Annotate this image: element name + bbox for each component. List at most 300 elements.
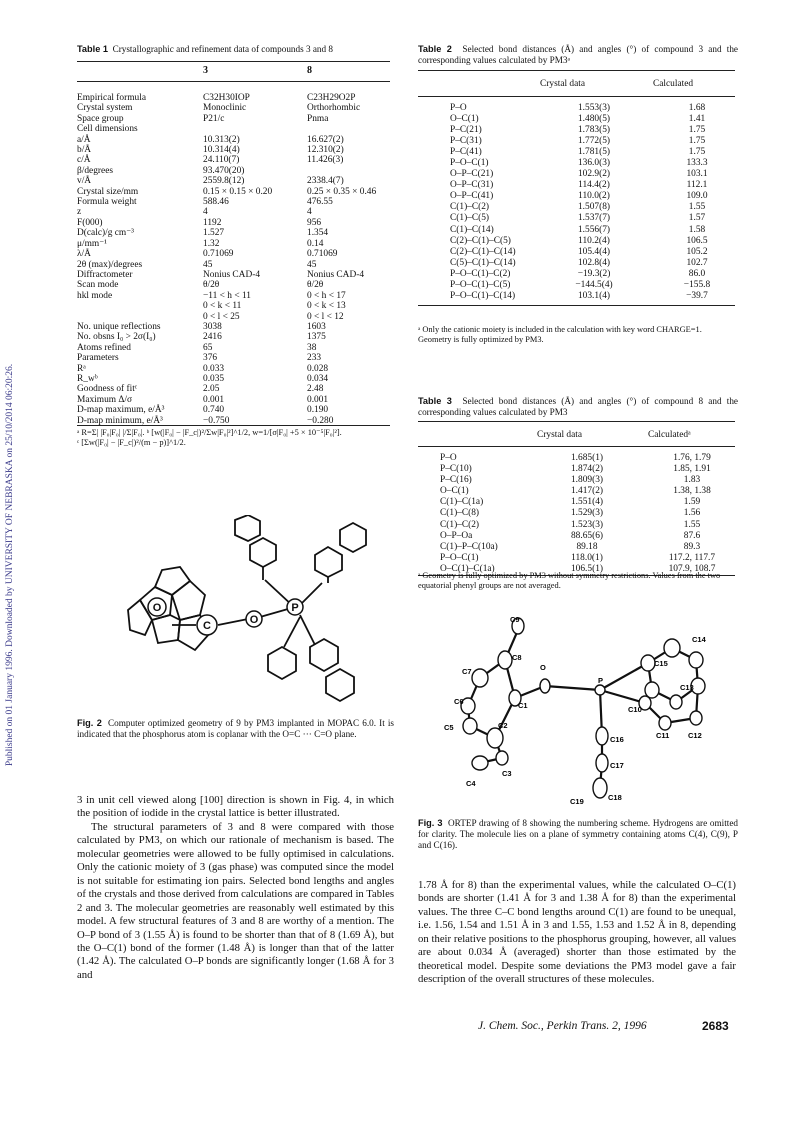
table1-cell: Pnma: [307, 113, 329, 124]
atom-label: C18: [608, 793, 622, 802]
table2-cell: 1.75: [688, 125, 706, 136]
journal-citation: J. Chem. Soc., Perkin Trans. 2, 1996: [478, 1020, 647, 1032]
table1-row: [77, 343, 397, 353]
table2-row: [450, 103, 756, 114]
atom-label: C1: [518, 701, 528, 710]
table3-cell: 118.0(1): [571, 552, 603, 563]
table2-cell: 103.1(4): [577, 290, 611, 301]
table2-row: [450, 169, 756, 180]
table1-cell: 2.48: [307, 384, 324, 395]
table1-cell: 16.627(2): [307, 134, 344, 145]
atom-label: C11: [656, 731, 670, 740]
table2-row: [450, 114, 756, 125]
table1-cell: Crystal system: [77, 103, 133, 114]
table1-cell: 1603: [307, 321, 326, 332]
rule: [418, 446, 735, 447]
table3-cell: 1.83: [683, 475, 701, 486]
svg-text:P: P: [291, 602, 299, 614]
table1-cell: Parameters: [77, 353, 119, 364]
body-right-paragraph-1: 1.78 Å for 8) than the experimental values, while the calculated O–C(1) bonds are shorter (1.41 Å for 3 and 1.38 Å for 8) than the experimental values. The three C–C bond lengths around C(1) are found to be unequal, i.e. 1.56, 1.54 and 1.51 Å in 3 and 1.55, 1.53 and 1.52 Å in 8, depending on their relative positions to the phosphorus grouping, however, all values are about 0.034 Å (averaged) shorter than those estimated by the theoretical model. Despite some deviations the PM3 model gave a fair description of the overall structures of these molecules.: [418, 879, 736, 986]
table1-cell: −11 < h < 11: [203, 290, 251, 301]
table3-cell: 1.59: [683, 497, 701, 508]
table2-header-crystal: Crystal data: [540, 79, 586, 89]
atom-label: C5: [444, 723, 454, 732]
table1-cell: hkl mode: [77, 290, 113, 301]
table2-cell: 1.57: [688, 213, 706, 224]
table1-cell: 0.190: [307, 405, 329, 416]
table2-cell: C(2)–C(1)–C(5): [450, 235, 511, 246]
table1-cell: D-map maximum, e/Å³: [77, 405, 165, 416]
table1-row: [77, 145, 397, 155]
atom-label: C19: [570, 797, 584, 806]
table2-row: [450, 213, 756, 224]
table2-cell: 1.537(7): [577, 213, 611, 224]
fig2-caption-num: Fig. 2: [77, 718, 102, 728]
table1-cell: 0.14: [307, 238, 324, 249]
atom-label: C16: [610, 735, 624, 744]
rule: [77, 425, 390, 426]
table1-footnote: [77, 428, 395, 448]
table1-cell: [77, 301, 203, 311]
table2-cell: C(2)–C(1)–C(14): [450, 246, 516, 257]
table1-cell: Rᵃ: [77, 363, 86, 374]
table2-cell: 109.0: [686, 191, 708, 202]
table1-row: [77, 176, 397, 186]
table3-cell: 1.874(2): [570, 464, 604, 475]
table2-cell: 1.55: [688, 202, 706, 213]
table1-row: [77, 260, 397, 270]
table2-cell: C(1)–C(5): [450, 213, 490, 224]
table1-cell: 0.035: [203, 373, 225, 384]
table3-cell: 88.65(6): [570, 530, 604, 541]
table3-cell: 1.55: [683, 519, 701, 530]
body-left: [77, 794, 394, 982]
table2-cell: P–O: [450, 103, 467, 113]
table2-row: [450, 125, 756, 136]
table2-cell: −155.8: [683, 279, 711, 290]
table3-cell: P–O–C(1): [440, 552, 479, 563]
table1-cell: 38: [307, 342, 317, 353]
table3-cell: C(1)–C(2): [440, 519, 480, 530]
table2-cell: O–P–C(31): [450, 180, 494, 191]
table1-cell: 956: [307, 217, 322, 228]
table2-cell: 106.5: [686, 235, 708, 246]
table1-cell: Diffractometer: [77, 269, 133, 280]
table1-cell: 65: [203, 342, 213, 353]
table3-cell: P–C(10): [440, 464, 472, 475]
table1-cell: Orthorhombic: [307, 103, 361, 114]
table2-cell: 1.556(7): [577, 224, 611, 235]
table2-cell: O–C(1): [450, 114, 479, 125]
atom-label: C13: [680, 683, 694, 692]
table1-row: [77, 374, 397, 384]
table2-row: [450, 291, 756, 302]
table1-row: [77, 322, 397, 332]
table1-cell: −0.280: [307, 415, 334, 426]
table1-row: [77, 395, 397, 405]
table2-caption: [418, 44, 738, 66]
table2-cell: 103.1: [686, 169, 708, 180]
table1-cell: 2338.4(7): [307, 176, 344, 187]
table1-row: [77, 291, 397, 301]
table2-cell: P–C(31): [450, 136, 482, 147]
table1-header-3: 3: [203, 65, 208, 76]
table3-cell: P–C(16): [440, 475, 472, 486]
table3-cell: 89.18: [576, 541, 598, 552]
fig3-caption: [418, 818, 738, 851]
table1-row: [77, 353, 397, 363]
table1-cell: Nonius CAD-4: [203, 269, 261, 280]
table2-row: [450, 258, 756, 269]
table1-cell: Cell dimensions: [77, 124, 138, 135]
table1-cell: 2559.8(12): [203, 176, 245, 187]
table1-cell: z: [77, 207, 82, 218]
table2-cell: 1.41: [688, 114, 706, 125]
table1-row: [77, 312, 397, 322]
table2-cell: O–P–C(21): [450, 169, 494, 180]
table2-cell: P–C(21): [450, 125, 482, 136]
table1-cell: 1.527: [203, 228, 225, 239]
table1-cell: [307, 124, 397, 134]
table3-row: [440, 520, 750, 531]
table1-cell: 10.314(4): [203, 145, 240, 156]
table3-row: [440, 475, 750, 486]
table1-row: [77, 166, 397, 176]
body-right: [418, 879, 736, 987]
table2-cell: −39.7: [686, 290, 708, 301]
table2-row: [450, 180, 756, 191]
table1-cell: 0.001: [307, 394, 329, 405]
table3-footnote: ᵃ Geometry is fully optimized by PM3 without symmetry restrictions. Values from the two equatorial phenyl groups are not averaged.: [418, 571, 721, 590]
table1-cell: Formula weight: [77, 197, 137, 208]
table1-cell: 1.32: [203, 238, 220, 249]
table1-cell: 0.033: [203, 363, 225, 374]
table3-cell: 1.529(3): [570, 508, 604, 519]
table1-cell: 0.028: [307, 363, 329, 374]
table1-cell: 3038: [203, 321, 222, 332]
table1-row: [77, 228, 397, 238]
table1-cell: 12.310(2): [307, 145, 344, 156]
table3: [440, 453, 750, 575]
table2-cell: C(1)–C(2): [450, 202, 490, 213]
table1-cell: 0.034: [307, 373, 329, 384]
table1-cell: 0.71069: [203, 249, 234, 260]
table3-cell: 1.56: [683, 508, 701, 519]
table2-cell: C(1)–C(14): [450, 224, 494, 235]
table3-cell: 107.9, 108.7: [668, 563, 716, 574]
table1-cell: 11.426(3): [307, 155, 344, 166]
table1-cell: 0.15 × 0.15 × 0.20: [203, 186, 273, 197]
table1-cell: 2416: [203, 332, 222, 343]
ring: [155, 567, 190, 595]
table3-caption: [418, 396, 738, 418]
table2-row: [450, 147, 756, 158]
atom-label: C14: [692, 635, 706, 644]
table2-cell: 102.8(4): [577, 257, 611, 268]
table1-row: [77, 218, 397, 228]
table3-cell: 117.2, 117.7: [668, 552, 716, 563]
table1-cell: 45: [203, 259, 213, 270]
table1-cell: 376: [203, 353, 218, 364]
table1-cell: 45: [307, 259, 317, 270]
table3-cell: O–C(1): [440, 486, 469, 497]
table1-cell: 2θ (max)/degrees: [77, 259, 143, 270]
table2-caption-text: Selected bond distances (Å) and angles (°) of compound 3 and the corresponding values calculated by PM3ᵃ: [418, 44, 739, 65]
table3-row: [440, 453, 750, 464]
table2-row: [450, 269, 756, 280]
table1-row: [77, 301, 397, 311]
atom-label: P: [598, 676, 604, 685]
fig3-ortep-drawing: [420, 608, 720, 813]
atom-label: C10: [628, 705, 642, 714]
table3-cell: O–P–Oa: [440, 530, 473, 541]
table1-cell: θ/2θ: [203, 280, 220, 291]
table2-row: [450, 236, 756, 247]
svg-text:O: O: [152, 602, 162, 614]
table3-cell: O–C(1)–C(1a): [440, 563, 495, 574]
table1-cell: μ/mm⁻¹: [77, 238, 107, 249]
fig2-molecule-drawing: [100, 515, 390, 715]
table2-cell: P–O–C(1)–C(2): [450, 268, 511, 279]
table1-cell: [307, 166, 397, 176]
atom-label: C4: [466, 779, 476, 788]
table1-row: [77, 332, 397, 342]
table3-cell: 89.3: [683, 541, 701, 552]
table1-cell: C23H29O2P: [307, 93, 356, 103]
table3-row: [440, 553, 750, 564]
table3-cell: 1.551(4): [570, 497, 604, 508]
table1-cell: Maximum Δ/σ: [77, 394, 133, 405]
page-number: 2683: [702, 1019, 729, 1033]
table1-cell: −0.750: [203, 415, 230, 426]
table2-cell: P–O–C(1)–C(5): [450, 279, 511, 290]
table1-row: [77, 93, 397, 103]
table1-row: [77, 197, 397, 207]
table2-row: [450, 158, 756, 169]
table3-cell: 1.76, 1.79: [673, 453, 711, 463]
atom-label: C12: [688, 731, 702, 740]
table1-row: [77, 124, 397, 134]
table1-footnote-2: ᶜ [Σw(|F₀| − |F_c|)²/(m − p)]^1/2.: [77, 438, 186, 447]
table3-cell: C(1)–C(8): [440, 508, 480, 519]
table1-cell: 4: [307, 207, 312, 218]
table2-cell: 1.58: [688, 224, 706, 235]
table1-cell: Crystal size/mm: [77, 186, 139, 197]
table2-cell: P–O–C(1): [450, 158, 489, 169]
table1-cell: 0.71069: [307, 249, 338, 260]
table2-row: [450, 136, 756, 147]
table2-cell: 112.1: [686, 180, 708, 191]
atom-label: C2: [498, 721, 508, 730]
table3-header-crystal: Crystal data: [537, 430, 583, 440]
table3-cell: C(1)–P–C(10a): [440, 541, 498, 552]
table1-row: [77, 270, 397, 280]
table1-cell: 0 < k < 13: [307, 301, 346, 312]
table2-cell: C(5)–C(1)–C(14): [450, 257, 516, 268]
table1-cell: 0.001: [203, 394, 225, 405]
table2-cell: 110.2(4): [578, 235, 610, 246]
table1-cell: 0 < l < 25: [203, 311, 240, 322]
rule: [418, 305, 735, 306]
table3-caption-text: Selected bond distances (Å) and angles (°) of compound 8 and the corresponding values calculated by PM3: [418, 396, 739, 417]
rule: [418, 421, 735, 422]
svg-text:O: O: [249, 614, 259, 626]
table1-cell: β/degrees: [77, 165, 114, 176]
atom-label: C7: [462, 667, 472, 676]
fig3-caption-text: ORTEP drawing of 8 showing the numbering scheme. Hydrogens are omitted for clarity. The molecule lies on a plane of symmetry containing atoms C(4), C(9), P and C(16).: [418, 818, 739, 850]
table1-cell: 0 < l < 12: [307, 311, 344, 322]
table2-cell: 114.4(2): [578, 180, 610, 191]
rule: [77, 81, 390, 82]
table1-cell: 0.740: [203, 405, 225, 416]
table1-cell: a/Å: [77, 134, 91, 145]
table1-caption: [77, 44, 397, 55]
table1-cell: 10.313(2): [203, 134, 240, 145]
table1-row: [77, 103, 397, 113]
table1-cell: 588.46: [203, 197, 229, 208]
table3-row: [440, 508, 750, 519]
table1-row: [77, 405, 397, 415]
download-watermark: Published on 01 January 1996. Downloaded by UNIVERSITY OF NEBRASKA on 25/10/2014 06:20:26.: [5, 363, 15, 767]
table1-cell: 2.05: [203, 384, 220, 395]
atom-label: C9: [510, 615, 520, 624]
table1-cell: No. unique reflections: [77, 321, 161, 332]
table3-cell: C(1)–C(1a): [440, 497, 484, 508]
table1-row: [77, 280, 397, 290]
table1-cell: 1375: [307, 332, 326, 343]
rule: [418, 70, 735, 71]
body-left-paragraph-1: 3 in unit cell viewed along [100] direction is shown in Fig. 4, in which the position of iodide in the crystal lattice is better illustrated.: [77, 794, 394, 820]
table1-cell: Atoms refined: [77, 342, 131, 353]
table3-cell: 1.417(2): [570, 486, 604, 497]
table1-cell: 93.470(20): [203, 165, 245, 176]
table2-cell: 133.3: [686, 158, 708, 169]
atom-label: C17: [610, 761, 624, 770]
table1-cell: v/Å: [77, 176, 92, 187]
table1-cell: R_wᵇ: [77, 373, 98, 384]
table2-cell: P–C(41): [450, 147, 482, 158]
table1-cell: 1192: [203, 217, 222, 228]
fig2-caption-text: Computer optimized geometry of 9 by PM3 implanted in MOPAC 6.0. It is indicated that the phosphorus atom is coplanar with the O=C ··· C=O plane.: [77, 718, 395, 739]
table1-cell: Empirical formula: [77, 93, 146, 103]
table1-cell: [203, 124, 307, 134]
table1-cell: D-map minimum, e/Å³: [77, 415, 163, 426]
table2-row: [450, 202, 756, 213]
atom-label: C8: [512, 653, 522, 662]
table2-cell: O–P–C(41): [450, 191, 494, 202]
table1-cell: 233: [307, 353, 322, 364]
table2: [450, 103, 756, 302]
table3-row: [440, 542, 750, 553]
table1-cell: 4: [203, 207, 208, 218]
table1-cell: 24.110(7): [203, 155, 240, 166]
table1-cell: 0.25 × 0.35 × 0.46: [307, 186, 377, 197]
atom-label: C6: [454, 697, 464, 706]
table1-cell: Goodness of fitᶜ: [77, 384, 138, 395]
table1-cell: Monoclinic: [203, 103, 247, 114]
table3-row: [440, 531, 750, 542]
table2-cell: P–O–C(1)–C(14): [450, 290, 516, 301]
table1-caption-num: Table 1: [77, 44, 108, 54]
table2-cell: 105.2: [686, 246, 708, 257]
table1-cell: Space group: [77, 113, 124, 124]
table1-footnote-1: ᵃ R=Σ| |F₀|F₀| |/Σ|F₀|. ᵇ [w(|F₀| − |F_c|)²/Σw|F₀|²]^1/2, w=1/[σ|F₀| +5 × 10⁻⁵|F₀|²].: [77, 428, 342, 437]
table1-cell: θ/2θ: [307, 280, 324, 291]
table1-cell: C32H30IOP: [203, 93, 250, 103]
atom-label: O: [540, 663, 546, 672]
table3-cell: 1.38, 1.38: [673, 486, 711, 497]
table3-cell: 1.85, 1.91: [673, 464, 711, 475]
table1-header-8: 8: [307, 65, 312, 76]
table1-cell: λ/Å: [77, 249, 91, 260]
table3-cell: 87.6: [683, 530, 701, 541]
table2-row: [450, 191, 756, 202]
table3-cell: 1.523(3): [570, 519, 604, 530]
table2-cell: −19.3(2): [577, 268, 611, 279]
table1-cell: b/Å: [77, 145, 92, 156]
atom-label: C3: [502, 769, 512, 778]
svg-text:C: C: [203, 620, 211, 632]
table1-cell: Scan mode: [77, 280, 119, 291]
table1-row: [77, 364, 397, 374]
table2-cell: 136.0(3): [577, 158, 611, 169]
table1-cell: Nonius CAD-4: [307, 269, 365, 280]
table2-cell: 110.0(2): [578, 191, 610, 202]
table1-row: [77, 155, 397, 165]
table2-footnote: ᵃ Only the cationic moiety is included in the calculation with key word CHARGE=1. Geometry is fully optimized by PM3.: [418, 325, 702, 344]
table2-cell: 102.7: [686, 257, 708, 268]
body-left-paragraph-2: The structural parameters of 3 and 8 were compared with those calculated by PM3, on which our rationale of mechanism is based. The molecular geometries were allowed to be fully optimised in calculations. Only the cationic moiety of 3 (gas phase) was computed since the model is not suitable for estimating ion pairs. Selected bond lengths and angles of the crystals and those derived from calculations are compared in Tables 2 and 3. The molecular geometries are reasonably well estimated by this model. A few structural features of 3 and 8 are worthy of a mention. The O–P bond of 3 (1.55 Å) is found to be shorter than that of 8 (1.69 Å), but the O–C(1) bond of the former (1.48 Å) is longer than that of the latter (1.42 Å). The calculated O–P bonds are significantly longer (1.68 Å for 3 and: [77, 820, 394, 981]
table2-cell: 86.0: [688, 268, 706, 279]
rule: [77, 61, 390, 62]
table1-cell: 0 < h < 17: [307, 290, 346, 301]
table1-row: [77, 114, 397, 124]
table2-cell: 105.4(4): [577, 246, 611, 257]
table1-cell: 0 < k < 11: [203, 301, 242, 312]
table2-cell: 1.783(5): [577, 125, 611, 136]
table2-cell: 1.75: [688, 147, 706, 158]
table2-cell: −144.5(4): [575, 279, 613, 290]
table3-caption-num: Table 3: [418, 396, 452, 406]
table1-row: [77, 207, 397, 217]
table2-cell: 1.480(5): [577, 114, 611, 125]
table1-cell: D(calc)/g cm⁻³: [77, 228, 134, 239]
table1-cell: F(000): [77, 217, 103, 228]
fig3-caption-num: Fig. 3: [418, 818, 443, 828]
table1-row: [77, 239, 397, 249]
table1-caption-text: Crystallographic and refinement data of compounds 3 and 8: [112, 44, 334, 54]
table2-cell: 1.507(8): [577, 202, 611, 213]
table2-header-calculated: Calculated: [653, 79, 694, 89]
table3-cell: 1.809(3): [570, 475, 604, 486]
table2-cell: 1.781(5): [577, 147, 611, 158]
table3-header-calculated: Calculatedᵃ: [648, 430, 691, 440]
table2-cell: 1.772(5): [577, 136, 611, 147]
table3-row: [440, 486, 750, 497]
table2-caption-num: Table 2: [418, 44, 452, 54]
ring: [152, 615, 180, 643]
table3-cell: P–O: [440, 453, 457, 463]
rule: [418, 96, 735, 97]
atom-label: C15: [654, 659, 668, 668]
table2-row: [450, 280, 756, 291]
table2-cell: 1.68: [688, 103, 706, 113]
table2-cell: 1.553(3): [577, 103, 611, 113]
table1-cell: 476.55: [307, 197, 333, 208]
table1-row: [77, 384, 397, 394]
table1-cell: P21/c: [203, 113, 225, 124]
fig2-caption: [77, 718, 394, 740]
